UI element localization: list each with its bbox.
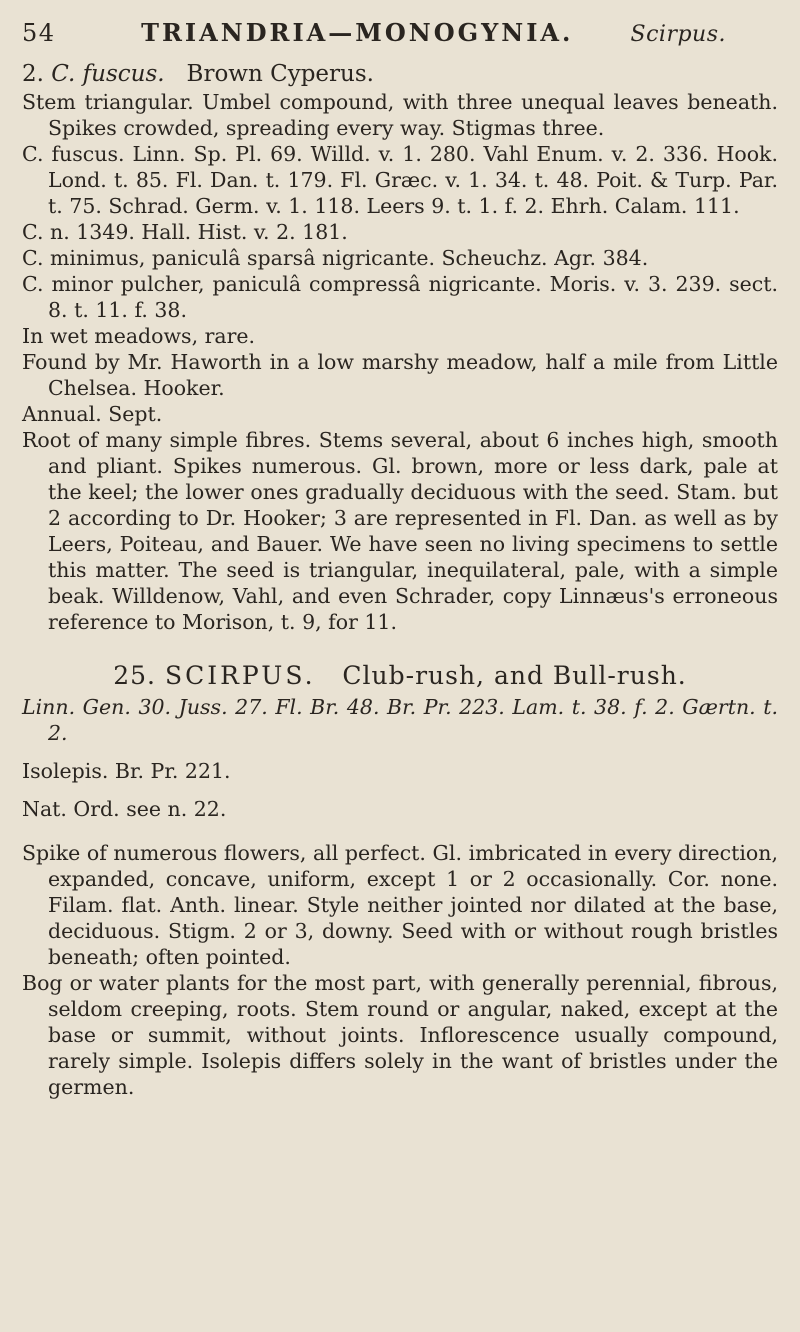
running-genus: Scirpus. [630,22,726,47]
genus-number: 25. [113,661,156,690]
genus-name: SCIRPUS. [164,661,316,690]
natural-order: Nat. Ord. see n. 22. [22,797,227,821]
species-name: C. fuscus. [51,61,165,87]
synonym-3: C. minimus, paniculâ sparsâ nigricante. Scheuchz. Agr. 384. [22,246,649,270]
running-head [22,18,778,47]
genus-synonym: Isolepis. Br. Pr. 221. [22,759,231,783]
page-number: 54 [22,19,56,47]
genus-common-name: Club-rush, and Bull-rush. [342,661,687,690]
page-title: TRIANDRIA—MONOGYNIA. [141,18,574,47]
synonym-1: C. fuscus. Linn. Sp. Pl. 69. Willd. v. 1. 280. Vahl Enum. v. 2. 336. Hook. Lond. t. 85. Fl. Dan. t. 179. Fl. Græc. v. 1. 34. t. 48. Poit. & Turp. Par. t. 75. Schrad. Germ. v. 1. 118. Leers 9. t. 1. f. 2. Ehrh. Calam. 111. [22,142,778,218]
species-heading [22,61,778,87]
genus-habit: Bog or water plants for the most part, with generally perennial, fibrous, seldom creeping, roots. Stem round or angular, naked, except at the base or summit, without joints. Inflorescence usually compound, rarely simple. Isolepis differs solely in the want of bristles under the germen. [22,971,778,1099]
genus-references: Linn. Gen. 30. Juss. 27. Fl. Br. 48. Br. Pr. 223. Lam. t. 38. f. 2. Gærtn. t. 2. [22,695,778,745]
species-description: Stem triangular. Umbel compound, with three unequal leaves beneath. Spikes crowded, spreading every way. Stigmas three. [22,90,778,140]
species-number: 2. [22,61,44,87]
species-common-name: Brown Cyperus. [186,61,374,87]
genus-character: Spike of numerous flowers, all perfect. Gl. imbricated in every direction, expanded, concave, uniform, except 1 or 2 occasionally. Cor. none. Filam. flat. Anth. linear. Style neither jointed nor dilated at the base, deciduous. Stigm. 2 or 3, downy. Seed with or without rough bristles beneath; often pointed. [22,841,778,969]
species-notes: Root of many simple fibres. Stems several, about 6 inches high, smooth and pliant. Spikes numerous. Gl. brown, more or less dark, pale at the keel; the lower ones gradually deciduous with the seed. Stam. but 2 according to Dr. Hooker; 3 are represented in Fl. Dan. as well as by Leers, Poiteau, and Bauer. We have seen no living specimens to settle this matter. The seed is triangular, inequilateral, pale, with a simple beak. Willdenow, Vahl, and even Schrader, copy Linnæus's erroneous reference to Morison, t. 9, for 11. [22,428,778,634]
synonym-4: C. minor pulcher, paniculâ compressâ nigricante. Moris. v. 3. 239. sect. 8. t. 11. f. 38. [22,272,778,322]
genus-heading [22,661,778,690]
found-note: Found by Mr. Haworth in a low marshy meadow, half a mile from Little Chelsea. Hooker. [22,350,778,400]
synonym-2: C. n. 1349. Hall. Hist. v. 2. 181. [22,220,348,244]
habitat: In wet meadows, rare. [22,324,256,348]
duration: Annual. Sept. [22,402,163,426]
